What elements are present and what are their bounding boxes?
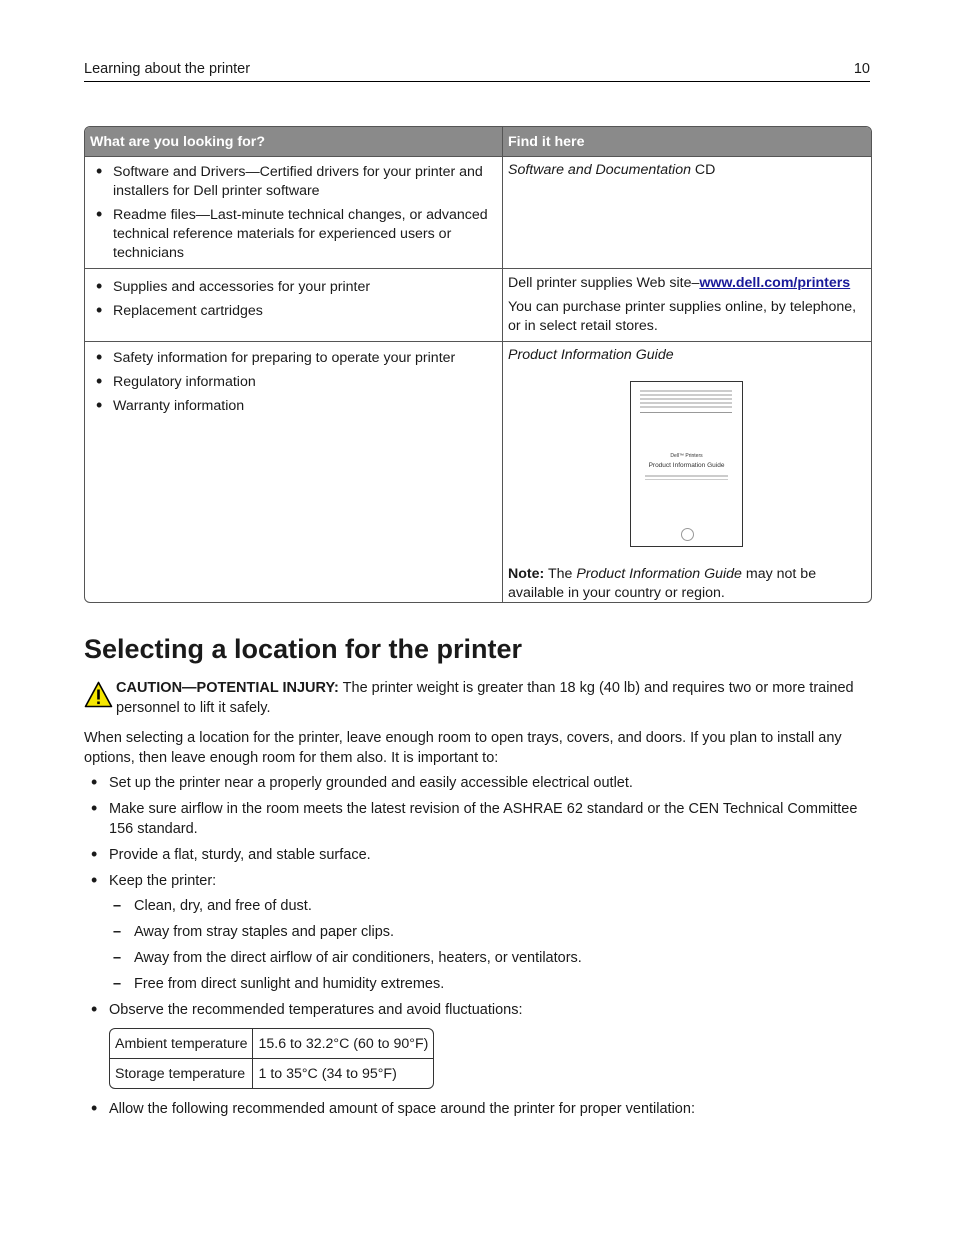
list-item: • Provide a flat, sturdy, and stable surface. bbox=[84, 845, 874, 865]
sub-list-item: – Away from the direct airflow of air conditioners, heaters, or ventilators. bbox=[109, 948, 874, 968]
guide-cover-subtitle bbox=[645, 475, 728, 482]
list-item bbox=[84, 1000, 874, 1089]
note-text-end: may not be available in your country or region. bbox=[508, 566, 817, 601]
column-header-looking-for: What are you looking for? bbox=[85, 127, 503, 156]
list-item: • Allow the following recommended amount of space around the printer for proper ventilation: bbox=[84, 1099, 874, 1119]
table-row bbox=[85, 341, 871, 602]
find-it-here-cell bbox=[503, 342, 869, 602]
supplies-site-label: Dell printer supplies Web site– bbox=[508, 275, 700, 291]
dell-logo-icon bbox=[681, 528, 694, 541]
list-item: • Safety information for preparing to operate your printer bbox=[95, 349, 496, 368]
find-it-here-cell bbox=[503, 157, 869, 268]
list-item: • Warranty information bbox=[95, 397, 496, 416]
sub-list-item: – Clean, dry, and free of dust. bbox=[109, 896, 874, 916]
note-text: The bbox=[544, 566, 577, 582]
keep-printer-sublist bbox=[109, 896, 874, 994]
dell-printers-link[interactable]: www.dell.com/printers bbox=[699, 275, 851, 291]
note-guide-title: Product Information Guide bbox=[576, 566, 742, 582]
note-label: Note: bbox=[508, 566, 545, 582]
storage-temperature-label: Storage temperature bbox=[110, 1059, 253, 1088]
caution-notice bbox=[84, 678, 870, 718]
location-requirements-list bbox=[84, 773, 874, 1125]
caution-text: The printer weight is greater than 18 kg (40 lb) and requires two or more trained personnel to lift it safely. bbox=[116, 680, 854, 716]
software-cd-title: Software and Documentation bbox=[508, 162, 691, 178]
storage-temperature-value: 1 to 35°C (34 to 95°F) bbox=[258, 1065, 397, 1082]
page-number: 10 bbox=[853, 61, 870, 77]
table-row bbox=[85, 156, 871, 268]
keep-printer-label: Keep the printer: bbox=[109, 873, 217, 889]
looking-for-cell bbox=[85, 269, 503, 341]
list-item: • Replacement cartridges bbox=[95, 302, 496, 321]
guide-cover-title: Product Information Guide bbox=[648, 462, 725, 469]
page-header bbox=[84, 60, 870, 82]
lookup-table-header bbox=[85, 127, 871, 156]
table-row bbox=[110, 1059, 433, 1088]
lookup-table bbox=[84, 126, 872, 603]
software-cd-suffix: CD bbox=[690, 162, 716, 178]
sub-list-item: – Away from stray staples and paper clips. bbox=[109, 922, 874, 942]
list-item bbox=[84, 871, 874, 994]
list-item: • Software and Drivers—Certified drivers for your printer and installers for Dell printer software bbox=[95, 163, 496, 201]
temperature-table bbox=[109, 1028, 434, 1089]
list-item: • Readme files—Last-minute technical changes, or advanced technical reference materials for experienced users or technicians bbox=[95, 206, 496, 263]
looking-for-cell bbox=[85, 157, 503, 268]
list-item: • Supplies and accessories for your printer bbox=[95, 278, 496, 297]
ambient-temperature-value: 15.6 to 32.2°C (60 to 90°F) bbox=[253, 1029, 433, 1059]
table-row bbox=[110, 1029, 433, 1059]
caution-label: CAUTION—POTENTIAL INJURY: bbox=[116, 680, 339, 696]
warning-triangle-icon bbox=[84, 681, 113, 708]
guide-fine-print bbox=[640, 390, 732, 415]
product-guide-title: Product Information Guide bbox=[508, 347, 674, 363]
list-item: • Set up the printer near a properly grounded and easily accessible electrical outlet. bbox=[84, 773, 874, 793]
section-title: Selecting a location for the printer bbox=[84, 634, 523, 664]
list-item: • Make sure airflow in the room meets the latest revision of the ASHRAE 62 standard or the CEN Technical Committee 156 standard. bbox=[84, 799, 874, 839]
guide-brand: Dell™ Printers bbox=[670, 453, 703, 459]
table-row bbox=[85, 268, 871, 341]
column-header-find-it-here: Find it here bbox=[508, 134, 585, 150]
product-information-guide-image bbox=[630, 381, 743, 547]
temperatures-label: Observe the recommended temperatures and avoid fluctuations: bbox=[109, 1002, 523, 1018]
header-section-title: Learning about the printer bbox=[84, 61, 251, 77]
ambient-temperature-label: Ambient temperature bbox=[110, 1029, 253, 1059]
sub-list-item: – Free from direct sunlight and humidity extremes. bbox=[109, 974, 874, 994]
intro-paragraph: When selecting a location for the printer, leave enough room to open trays, covers, and doors. If you plan to install any options, then leave enough room for them also. It is important to: bbox=[84, 730, 842, 766]
supplies-note: You can purchase printer supplies online, by telephone, or in select retail stores. bbox=[508, 299, 857, 334]
find-it-here-cell bbox=[503, 269, 869, 341]
looking-for-cell bbox=[85, 342, 503, 602]
list-item: • Regulatory information bbox=[95, 373, 496, 392]
